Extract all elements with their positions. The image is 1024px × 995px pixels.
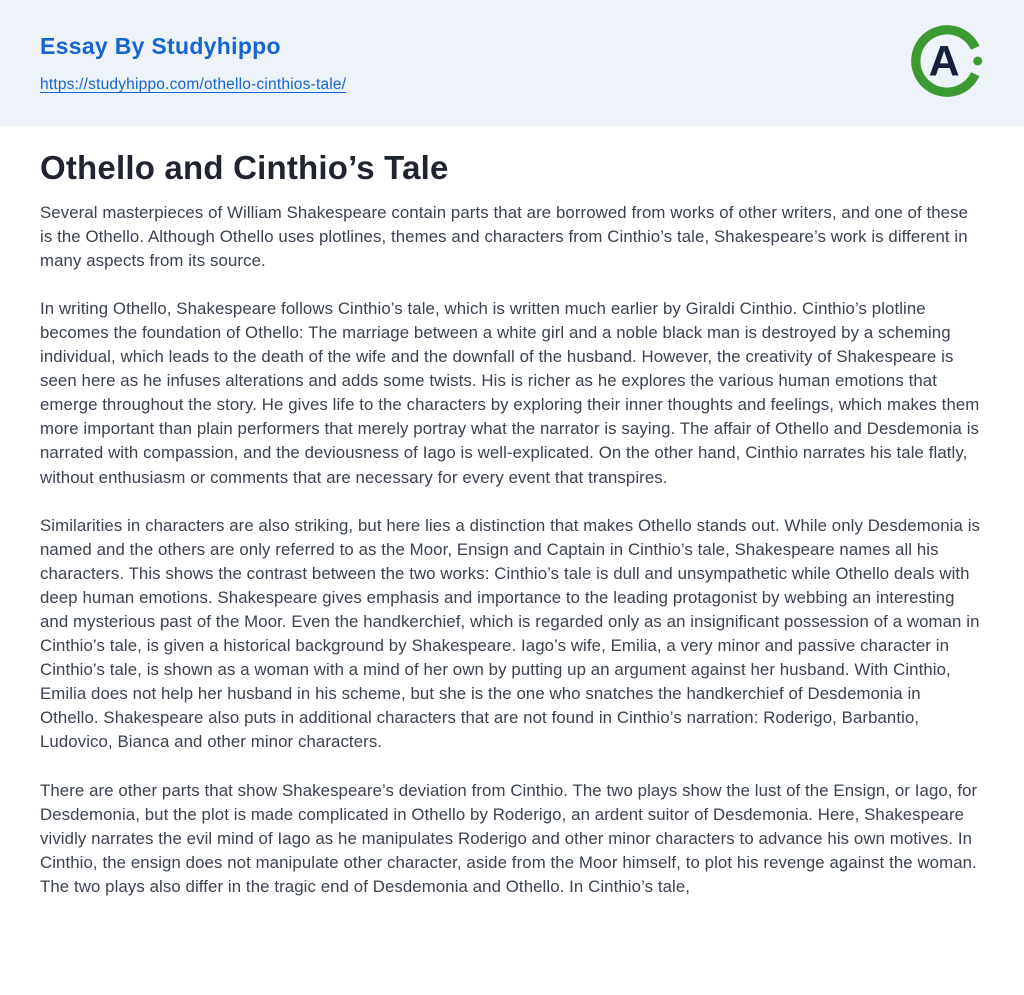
- source-url-link[interactable]: https://studyhippo.com/othello-cinthios-tale/: [40, 76, 347, 94]
- header-text-block: [40, 22, 346, 94]
- site-title-link[interactable]: Essay By Studyhippo: [40, 33, 281, 59]
- logo-icon: [908, 22, 986, 100]
- article-paragraph-2: In writing Othello, Shakespeare follows Cinthio’s tale, which is written much earlier by Giraldi Cinthio. Cinthio’s plotline becomes the foundation of Othello: The marriage between a white girl and a noble black man is destroyed by a scheming individual, which leads to the death of the wife and the downfall of the husband. However, the creativity of Shakespeare is seen here as he infuses alterations and adds some twists. His is richer as he explores the various human emotions that emerge throughout the story. He gives life to the characters by exploring their inner thoughts and feelings, which makes them more important than plain performers that merely portray what the narrator is saying. The affair of Othello and Desdemonia is narrated with compassion, and the deviousness of Iago is well-explicated. On the other hand, Cinthio narrates his tale flatly, without enthusiasm or comments that are necessary for every event that transpires.: [40, 298, 980, 487]
- article-title: Othello and Cinthio’s Tale: [40, 149, 449, 186]
- article-paragraph-1: Several masterpieces of William Shakespeare contain parts that are borrowed from works of other writers, and one of these is the Othello. Although Othello uses plotlines, themes and characters from Cinthio’s tale, Shakespeare’s work is different in many aspects from its source.: [40, 202, 969, 270]
- logo-dot-icon: [973, 57, 982, 66]
- article-paragraph-3: Similarities in characters are also striking, but here lies a distinction that makes Othello stands out. While only Desdemonia is named and the others are only referred to as the Moor, Ensign and Captain in Cinthio’s tale, Shakespeare names all his characters. This shows the contrast between the two works: Cinthio’s tale is dull and unsympathetic while Othello deals with deep human emotions. Shakespeare gives emphasis and importance to the leading protagonist by webbing an interesting and mysterious past of the Moor. Even the handkerchief, which is regarded only as an insignificant possession of a woman in Cinthio’s tale, is given a historical background by Shakespeare. Iago’s wife, Emilia, a very minor and passive character in Cinthio’s tale, is shown as a woman with a mind of her own by putting up an argument against her husband. With Cinthio, Emilia does not help her husband in his scheme, but she is the one who snatches the handkerchief of Desdemonia in Othello. Shakespeare also puts in additional characters that are not found in Cinthio’s narration: Roderigo, Barbantio, Ludovico, Bianca and other minor characters.: [40, 515, 981, 752]
- logo-letter: A: [928, 37, 960, 86]
- studyhippo-logo: [908, 22, 986, 100]
- article: [0, 126, 1024, 899]
- article-paragraph-4: There are other parts that show Shakespeare’s deviation from Cinthio. The two plays show the lust of the Ensign, or Iago, for Desdemonia, but the plot is made complicated in Othello by Roderigo, an ardent suitor of Desdemonia. Here, Shakespeare vividly narrates the evil mind of Iago as he manipulates Roderigo and other minor characters to advance his own motives. In Cinthio, the ensign does not manipulate other character, aside from the Moor himself, to plot his revenge against the woman. The two plays also differ in the tragic end of Desdemonia and Othello. In Cinthio’s tale,: [40, 780, 978, 896]
- header: [0, 0, 1024, 126]
